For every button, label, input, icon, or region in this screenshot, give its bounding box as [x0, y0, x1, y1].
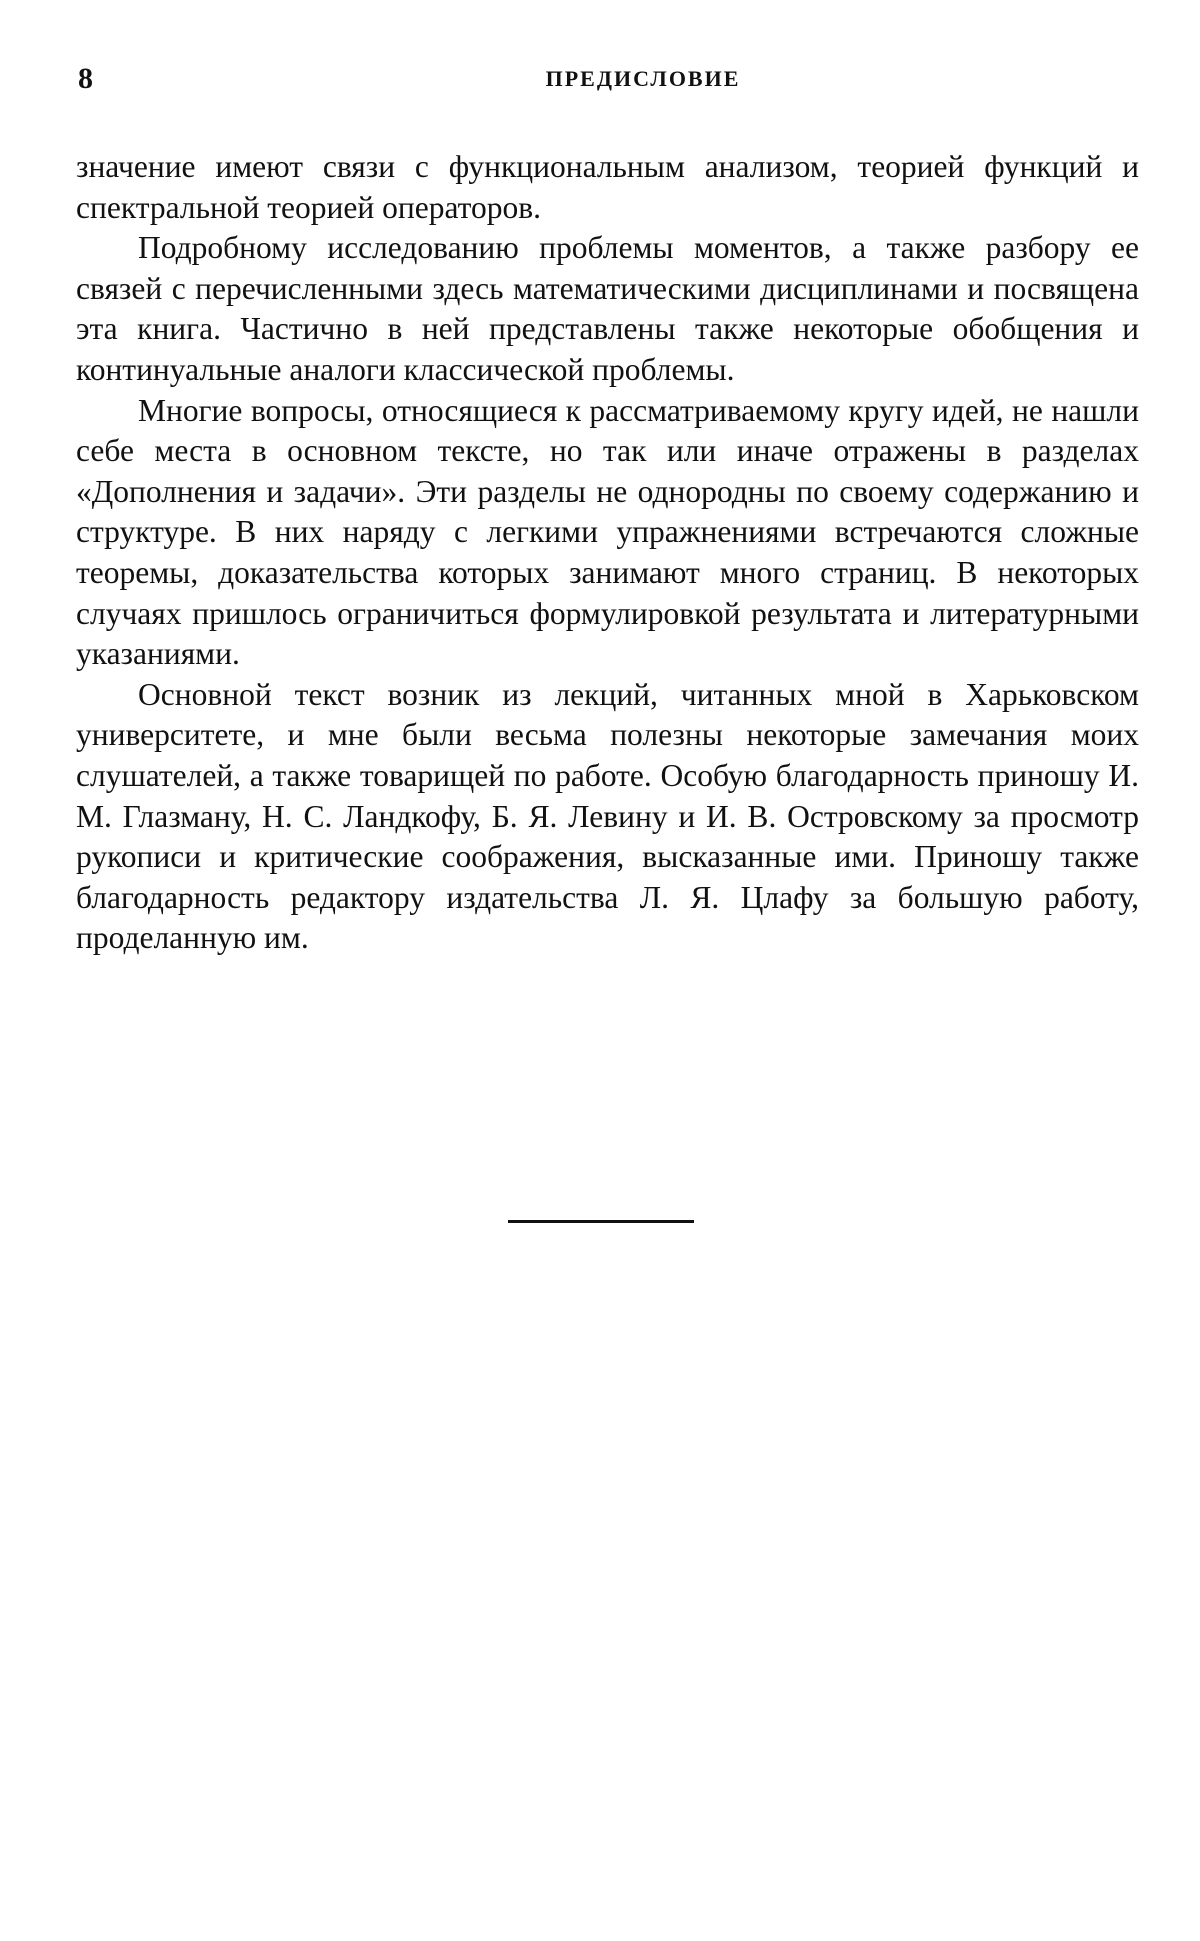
paragraph-3: Многие вопросы, относящиеся к рассматриваемому кругу идей, не нашли себе места в основном тексте, но так или иначе отражены в разделах «Дополнения и задачи». Эти разделы не однородны по своему содержанию и структуре. В них наряду с легкими упражнениями встречаются сложные теоремы, доказательства которых занимают много страниц. В некоторых случаях пришлось ограничиться формулировкой результата и литературными указаниями. [76, 392, 1139, 672]
page-header [78, 62, 1138, 102]
running-head: ПРЕДИСЛОВИЕ [545, 66, 741, 91]
page-number: 8 [78, 62, 93, 95]
body-text [76, 147, 1139, 959]
paragraph-4: Основной текст возник из лекций, читанных мной в Харьковском университете, и мне были весьма полезны некоторые замечания моих слушателей, а также товарищей по работе. Особую благодарность приношу И. М. Глазману, Н. С. Ландкофу, Б. Я. Левину и И. В. Островскому за просмотр рукописи и критические соображения, высказанные ими. Приношу также благодарность редактору издательства Л. Я. Цлафу за большую работу, проделанную им. [76, 676, 1139, 956]
end-divider [508, 1220, 694, 1223]
paragraph-1: значение имеют связи с функциональным анализом, теорией функций и спектральной теорией операторов. [76, 149, 1139, 225]
paragraph-2: Подробному исследованию проблемы моментов, а также разбору ее связей с перечисленными здесь математическими дисциплинами и посвящена эта книга. Частично в ней представлены также некоторые обобщения и континуальные аналоги классической проблемы. [76, 230, 1139, 387]
